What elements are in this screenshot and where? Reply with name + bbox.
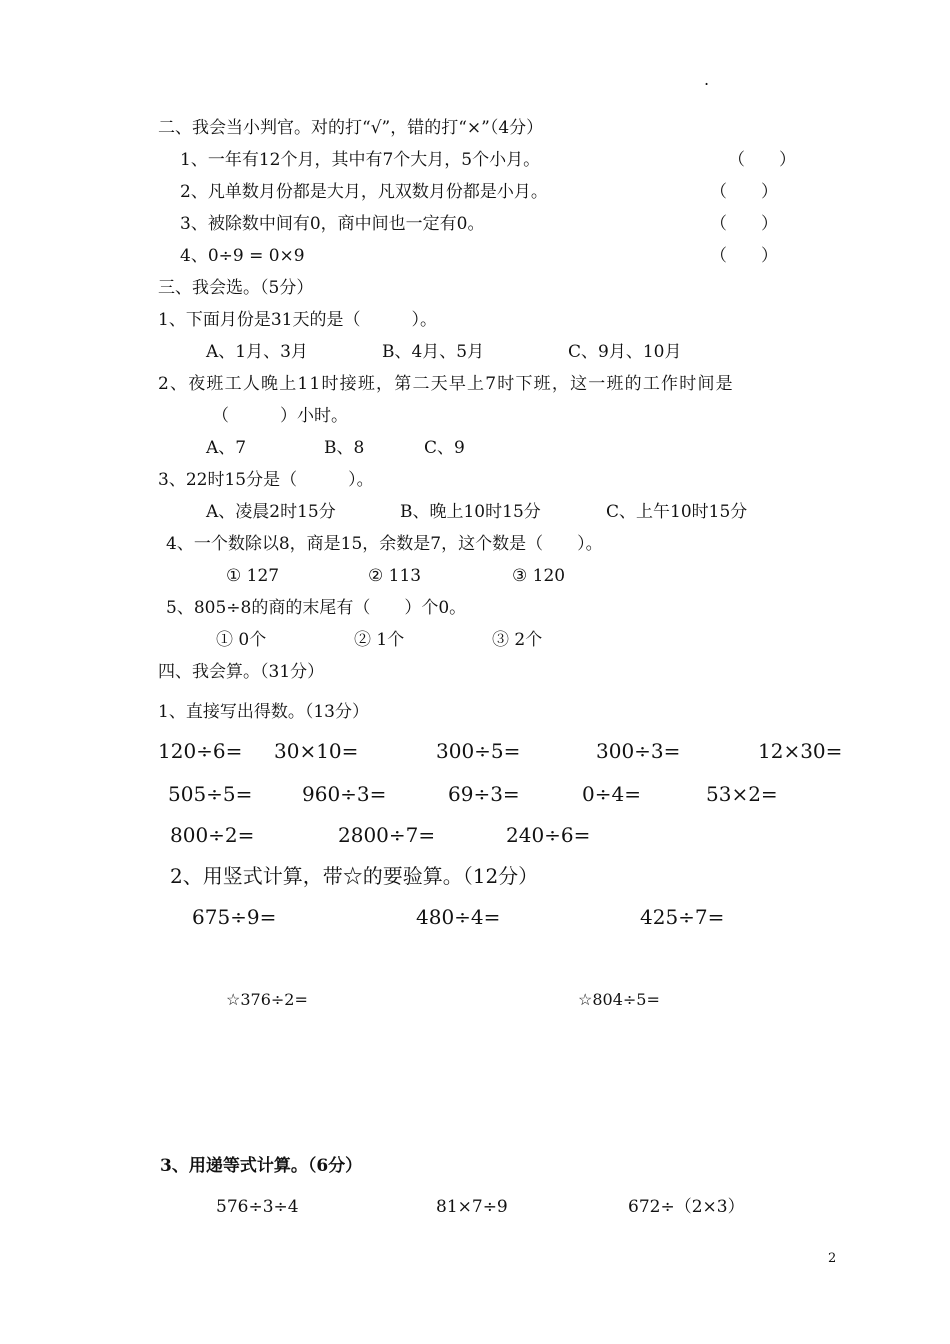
oral-calc-item: 800÷2=: [170, 823, 255, 847]
oral-calc-item: 120÷6=: [158, 739, 243, 763]
choice-q2-option-b: B、8: [324, 438, 365, 458]
oral-calc-item: 30×10=: [274, 739, 359, 763]
stepwise-calc-title: 3、用递等式计算。（6分）: [160, 1156, 363, 1176]
oral-calc-item: 2800÷7=: [338, 823, 436, 847]
choice-q1-option-b: B、4月、5月: [382, 342, 485, 362]
oral-calc-item: 300÷3=: [596, 739, 681, 763]
choice-q1-option-c: C、9月、10月: [568, 342, 682, 362]
choice-q2-cont: （ ）小时。: [212, 406, 348, 426]
choice-q1: 1、下面月份是31天的是（ ）。: [158, 310, 437, 330]
section2-title: 二、我会当小判官。对的打“√”，错的打“×”（4分）: [158, 118, 544, 138]
choice-q4-option-2: ② 113: [368, 566, 422, 586]
oral-calc-item: 960÷3=: [302, 782, 387, 806]
choice-q5-option-1: ① 0个: [216, 630, 267, 650]
choice-q5-option-3: ③ 2个: [492, 630, 543, 650]
oral-calc-item: 0÷4=: [582, 782, 641, 806]
vertical-calc-title: 2、用竖式计算，带☆的要验算。（12分）: [170, 864, 539, 888]
oral-calc-item: 240÷6=: [506, 823, 591, 847]
judge-item-3: 3、被除数中间有0，商中间也一定有0。: [180, 214, 485, 234]
choice-q5: 5、805÷8的商的末尾有（ ）个0。: [166, 598, 467, 618]
vertical-calc-item: 675÷9=: [192, 905, 277, 929]
judge-blank-4: （ ）: [710, 246, 778, 266]
oral-calc-item: 300÷5=: [436, 739, 521, 763]
judge-item-4: 4、0÷9 = 0×9: [180, 246, 305, 266]
choice-q2: 2、夜班工人晚上11时接班，第二天早上7时下班，这一班的工作时间是: [158, 374, 734, 394]
choice-q1-option-a: A、1月、3月: [206, 342, 308, 362]
choice-q4: 4、一个数除以8，商是15，余数是7，这个数是（ ）。: [166, 534, 603, 554]
choice-q4-option-3: ③ 120: [512, 566, 566, 586]
choice-q5-option-2: ② 1个: [354, 630, 405, 650]
judge-item-1: 1、一年有12个月，其中有7个大月，5个小月。: [180, 150, 541, 170]
oral-calc-item: 12×30=: [758, 739, 843, 763]
judge-blank-3: （ ）: [710, 214, 778, 234]
oral-calc-item: 53×2=: [706, 782, 778, 806]
judge-blank-2: （ ）: [710, 182, 778, 202]
judge-blank-1: （ ）: [728, 150, 796, 170]
section4-title: 四、我会算。（31分）: [158, 662, 325, 682]
section3-title: 三、我会选。（5分）: [158, 278, 314, 298]
vertical-calc-item: 425÷7=: [640, 905, 725, 929]
choice-q3-option-b: B、晚上10时15分: [400, 502, 541, 522]
oral-calc-title: 1、直接写出得数。（13分）: [158, 702, 369, 722]
choice-q2-option-c: C、9: [424, 438, 465, 458]
vertical-calc-verify-item: ☆376÷2=: [226, 990, 308, 1009]
header-mark: .: [704, 70, 710, 89]
stepwise-calc-item: 576÷3÷4: [216, 1197, 299, 1217]
stepwise-calc-item: 672÷（2×3）: [628, 1197, 745, 1217]
choice-q3: 3、22时15分是（ ）。: [158, 470, 374, 490]
oral-calc-item: 69÷3=: [448, 782, 520, 806]
vertical-calc-verify-item: ☆804÷5=: [578, 990, 660, 1009]
choice-q4-option-1: ① 127: [226, 566, 280, 586]
page-number: 2: [828, 1251, 837, 1266]
choice-q3-option-c: C、上午10时15分: [606, 502, 748, 522]
choice-q2-option-a: A、7: [206, 438, 247, 458]
judge-item-2: 2、凡单数月份都是大月，凡双数月份都是小月。: [180, 182, 548, 202]
stepwise-calc-item: 81×7÷9: [436, 1197, 508, 1217]
vertical-calc-item: 480÷4=: [416, 905, 501, 929]
oral-calc-item: 505÷5=: [168, 782, 253, 806]
choice-q3-option-a: A、凌晨2时15分: [206, 502, 336, 522]
